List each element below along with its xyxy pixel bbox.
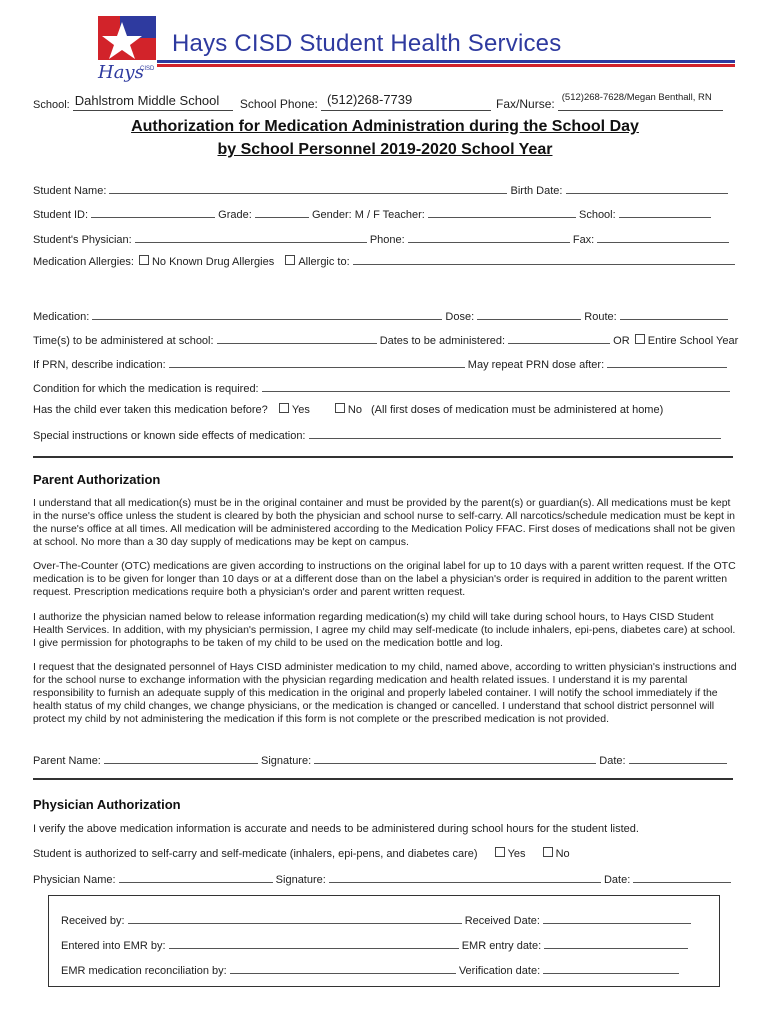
dates-field[interactable] [508,332,610,344]
student-id-row [33,206,711,221]
medication-label: Medication: [33,311,90,323]
gender-label[interactable]: Gender: M / F [311,209,380,221]
parent-paragraph-3: I authorize the physician named below to release information regarding medication(s) my child will take during school hours, to Hays CISD Student Health Services. In addition, with my physician's permission, I agree my child may self-medicate (to include inhalers, epi-pens, diabetes care) at school. I give permission for photographs to be taken of my child to be used on the medication bottle and log. [33,611,736,649]
physician-row [33,231,729,246]
physician-phone-field[interactable] [408,231,570,243]
physician-signature-field[interactable] [329,871,601,883]
student-name-field[interactable] [109,182,507,194]
received-by-label: Received by: [61,915,125,927]
teacher-label: Teacher: [382,209,425,221]
first-doses-note: (All first doses of medication must be administered at home) [371,404,664,416]
received-date-label: Received Date: [464,915,540,927]
parent-paragraph-2: Over-The-Counter (OTC) medications are given according to instructions on the original label for up to 10 days with a parent written request. If the OTC medication is to be given for longer than 10 days or at a different dose than on the label a physician's order is required in addition to the parent written request. Prescription medications require both a physician's order and parent written request. [33,560,736,598]
allergic-to-field[interactable] [353,253,735,265]
emr-entry-row [61,937,688,952]
logo-text: Hays [98,62,144,83]
allergic-to-label: Allergic to: [298,256,350,268]
emr-date-label: EMR entry date: [461,940,542,952]
student-physician-label: Student's Physician: [33,234,132,246]
self-carry-yes-checkbox[interactable] [495,847,505,857]
emr-date-field[interactable] [544,937,688,949]
dose-field[interactable] [477,308,581,320]
teacher-field[interactable] [428,206,576,218]
student-school-field[interactable] [619,206,711,218]
header-rule-blue [157,60,735,63]
taken-yes-label: Yes [291,404,310,416]
parent-signature-label: Signature: [261,755,312,767]
school-label: School: [33,99,70,111]
student-school-label: School: [578,209,616,221]
received-row [61,912,691,927]
medication-row [33,308,728,323]
verification-label: Verification date: [458,965,541,977]
parent-heading: Parent Authorization [33,472,161,487]
nkda-label: No Known Drug Allergies [151,256,275,268]
parent-paragraph-4: I request that the designated personnel of Hays CISD administer medication to my child, named above, according to written physician's instructions and for the school nurse to exchange information with the physician regarding medication and health related issues. I understand it is my parental responsibility to furnish an adequate supply of this medication in the original and properly labeled container. I will notify the school immediately if the health status of my child changes, we change physicians, or the medication is changed or cancelled. I understand that school district personnel will protect my child by not administering the medication if this form is not complete or the prescribed medication is not provided. [33,661,737,725]
dates-label: Dates to be administered: [379,335,506,347]
route-field[interactable] [620,308,728,320]
route-label: Route: [584,311,617,323]
student-name-label: Student Name: [33,185,107,197]
received-by-field[interactable] [128,912,462,924]
student-id-field[interactable] [91,206,215,218]
reconciliation-field[interactable] [230,962,456,974]
times-field[interactable] [217,332,377,344]
medication-field[interactable] [92,308,442,320]
taken-no-checkbox[interactable] [335,403,345,413]
physician-phone-label: Phone: [369,234,405,246]
physician-fax-field[interactable] [597,231,729,243]
physician-fax-label: Fax: [572,234,595,246]
birth-date-label: Birth Date: [510,185,563,197]
school-field[interactable] [73,93,233,111]
parent-signature-row [33,752,727,767]
dose-label: Dose: [445,311,475,323]
parent-paragraph-1: I understand that all medication(s) must be in the original container and must be provided by the parent(s) or guardian(s). All medications must be kept in the nurse's office unless the student is cleared by both the physician and school nurse to self-carry. All narcotics/schedule medication must be kept in the nurse's office at all times. All medication will be administered according to the Medication Policy FFAC. First doses of medications shall not be given at school. No more than a 30 day supply of medications may be kept on campus. [33,497,736,548]
self-carry-no-checkbox[interactable] [543,847,553,857]
parent-name-field[interactable] [104,752,258,764]
condition-row [33,380,730,395]
self-carry-yes-label: Yes [507,848,526,860]
self-carry-label: Student is authorized to self-carry and self-medicate (inhalers, epi-pens, and diabetes care) [33,848,478,860]
allergies-label: Medication Allergies: [33,256,134,268]
parent-date-label: Date: [599,755,626,767]
nkda-checkbox[interactable] [139,255,149,265]
logo-small-text: CISD [140,66,155,72]
allergic-checkbox[interactable] [285,255,295,265]
entire-year-checkbox[interactable] [635,334,645,344]
grade-field[interactable] [255,206,309,218]
self-carry-row [33,847,570,860]
allergies-row [33,253,735,268]
emr-by-label: Entered into EMR by: [61,940,166,952]
taken-before-label: Has the child ever taken this medication before? [33,404,268,416]
physician-date-label: Date: [603,874,631,886]
physician-signature-label: Signature: [275,874,326,886]
section-divider-2 [33,778,733,780]
school-info-line [33,92,723,111]
repeat-label: May repeat PRN dose after: [467,359,605,371]
prn-row [33,356,727,371]
physician-name-label: Physician Name: [33,874,116,886]
fax-nurse-field[interactable] [558,92,723,111]
or-label: OR [613,335,630,347]
parent-name-label: Parent Name: [33,755,101,767]
school-value: Dahlstrom Middle School [74,93,220,108]
reconciliation-label: EMR medication reconciliation by: [61,965,227,977]
times-label: Time(s) to be administered at school: [33,335,214,347]
special-field[interactable] [309,427,721,439]
prn-field[interactable] [169,356,465,368]
self-carry-no-label: No [555,848,570,860]
student-physician-field[interactable] [135,231,367,243]
parent-date-field[interactable] [629,752,727,764]
received-date-field[interactable] [543,912,691,924]
form-title-line1: Authorization for Medication Administration during the School Day [131,118,639,135]
condition-field[interactable] [262,380,730,392]
school-phone-value: (512)268-7739 [326,92,413,107]
student-name-row [33,182,728,197]
fax-nurse-value: (512)268-7628/Megan Benthall, RN [561,92,712,103]
taken-no-label: No [347,404,362,416]
hays-cisd-logo [88,12,168,92]
physician-heading: Physician Authorization [33,797,181,812]
student-id-label: Student ID: [33,209,89,221]
physician-verify-text: I verify the above medication information is accurate and needs to be administered during school hours for the student listed. [33,823,639,835]
header-rule-red [157,64,735,67]
parent-signature-field[interactable] [314,752,596,764]
taken-before-row [33,403,663,416]
header-title: Hays CISD Student Health Services [172,30,562,57]
entire-year-label: Entire School Year [647,335,739,347]
condition-label: Condition for which the medication is required: [33,383,259,395]
physician-name-field[interactable] [119,871,273,883]
special-label: Special instructions or known side effects of medication: [33,430,306,442]
taken-yes-checkbox[interactable] [279,403,289,413]
school-phone-field[interactable] [321,92,491,111]
grade-label: Grade: [218,209,252,221]
special-row [33,427,721,442]
repeat-field[interactable] [607,356,727,368]
form-title-line2: by School Personnel 2019-2020 School Year [217,141,553,158]
fax-nurse-label: Fax/Nurse: [496,97,555,111]
times-row [33,332,738,347]
prn-label: If PRN, describe indication: [33,359,166,371]
emr-by-field[interactable] [169,937,459,949]
school-phone-label: School Phone: [239,97,318,111]
reconciliation-row [61,962,679,977]
birth-date-field[interactable] [566,182,728,194]
section-divider [33,456,733,458]
physician-signature-row [33,871,731,886]
verification-field[interactable] [543,962,679,974]
physician-date-field[interactable] [633,871,731,883]
